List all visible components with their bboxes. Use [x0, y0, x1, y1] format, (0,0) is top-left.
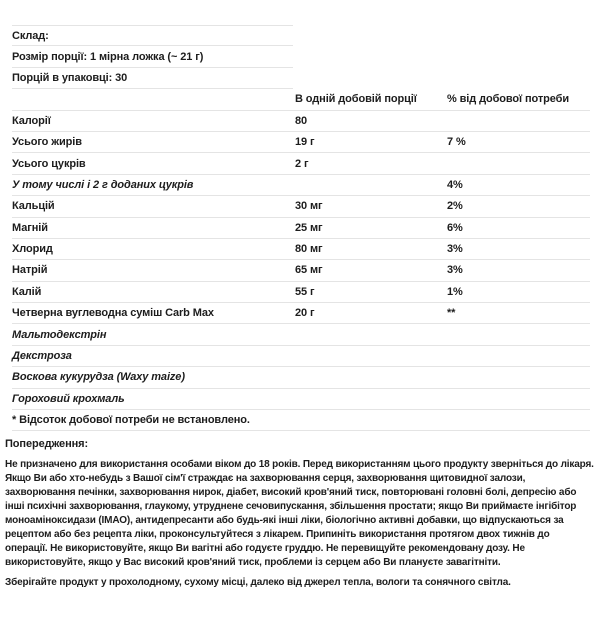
warnings-body-text: Не призначено для використання особами віком до 18 років. Перед використанням цього продукту зверніться до лікаря. Якщо Ви або хто-небудь з Вашої сім'ї страждає на захворювання серця, захворювання щитовидної залози, захворювання печінки, захворювання нирок, діабет, високий кров'яний тиск, повторювані головні болі, депресію або інші психічні захворювання, глаукому, утруднене сечовипускання, збільшення простати; якщо Ви приймаєте інгібітор моноаміноксидази (ІМАО), антидепресанти або будь-які інші ліки, біологічно активні добавки, що відпускаються за рецептом або без рецепта ліки, проконсультуйтеся з лікарем. Припиніть використання протягом двох тижнів до операції. Не використовуйте, якщо Ви вагітні або годуєте груддю. Не перевищуйте рекомендовану дозу. Не використовуйте, якщо у Вас високий кров'яний тиск, проблеми із серцем або Ви плануєте завагітніти. [5, 459, 594, 569]
table-row [12, 367, 590, 388]
row-label: Магній [12, 221, 48, 234]
nutrition-label-page [0, 25, 600, 625]
row-amount: 2 г [295, 157, 309, 170]
row-percent: 1% [447, 285, 463, 298]
row-amount: 55 г [295, 285, 315, 298]
row-label: Четверна вуглеводна суміш Carb Max [12, 307, 214, 320]
product-info-section [12, 25, 590, 89]
row-amount: 19 г [295, 136, 315, 149]
table-row [12, 132, 590, 153]
warnings-section [5, 438, 594, 590]
table-row [12, 346, 590, 367]
row-percent: 3% [447, 243, 463, 256]
table-row [12, 260, 590, 281]
row-percent: 3% [447, 264, 463, 277]
warnings-title: Попередження: [5, 438, 89, 451]
info-label: Розмір порції: 1 мірна ложка (~ 21 г) [12, 50, 204, 63]
table-row [12, 218, 590, 239]
row-percent: 7 % [447, 136, 466, 149]
table-header-row [12, 89, 590, 110]
row-amount: 20 г [295, 307, 315, 320]
header-percent-column: % від добової потреби [447, 93, 570, 106]
table-row [12, 175, 590, 196]
header-amount-column: В одній добовій порції [295, 93, 417, 106]
table-row [12, 239, 590, 260]
table-row [12, 196, 590, 217]
row-label: Усього жирів [12, 136, 82, 149]
info-row-serving-size [12, 46, 293, 67]
nutrition-table [12, 25, 590, 431]
row-amount: 80 [295, 114, 308, 127]
row-amount: 65 мг [295, 264, 323, 277]
table-row [12, 303, 590, 324]
row-amount: 30 мг [295, 200, 323, 213]
row-amount: 80 мг [295, 243, 323, 256]
row-label: Мальтодекстрін [12, 328, 107, 341]
info-row-servings-per-container [12, 68, 293, 89]
row-percent: ** [447, 307, 456, 320]
row-percent: 6% [447, 221, 463, 234]
table-row [12, 324, 590, 345]
row-amount: 25 мг [295, 221, 323, 234]
row-label: Кальцій [12, 200, 55, 213]
table-row [12, 153, 590, 174]
row-label: Хлорид [12, 243, 53, 256]
row-label: Декстроза [12, 350, 72, 363]
info-row-composition [12, 25, 293, 46]
table-row [12, 282, 590, 303]
row-label: Натрій [12, 264, 48, 277]
row-label: Усього цукрів [12, 157, 86, 170]
row-label: Воскова кукурудза (Waxy maize) [12, 371, 185, 384]
nutrition-rows [12, 111, 590, 410]
table-row [12, 111, 590, 132]
storage-instructions-text: Зберігайте продукт у прохолодному, сухому місці, далеко від джерел тепла, вологи та сонячного світла. [5, 577, 511, 589]
info-label: Порцій в упаковці: 30 [12, 71, 128, 84]
row-percent: 2% [447, 200, 463, 213]
table-row [12, 389, 590, 410]
row-percent: 4% [447, 178, 463, 191]
info-label: Склад: [12, 29, 49, 42]
row-label: Гороховий крохмаль [12, 392, 125, 405]
row-label: У тому числі і 2 г доданих цукрів [12, 178, 194, 191]
row-label: Калій [12, 285, 42, 298]
table-footnote-row [12, 410, 590, 431]
footnote-text: * Відсоток добової потреби не встановлено. [12, 414, 250, 427]
row-label: Калорії [12, 114, 51, 127]
